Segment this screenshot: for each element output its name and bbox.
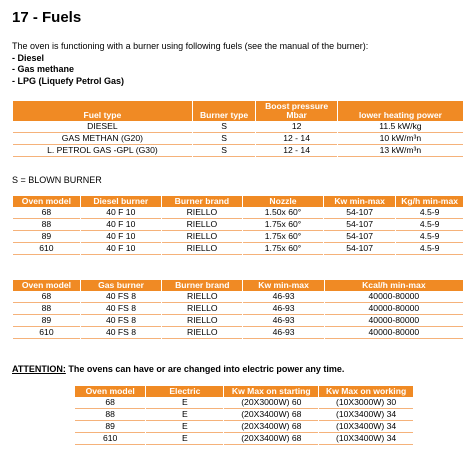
table-cell: 11.5 kW/kg	[338, 121, 463, 133]
blown-burner-note: S = BLOWN BURNER	[12, 175, 102, 185]
table-cell: RIELLO	[162, 219, 242, 231]
table-header-row	[13, 280, 463, 291]
table-cell: 12 - 14	[256, 145, 336, 157]
table-cell: (20X3400W) 68	[224, 433, 318, 445]
table-cell: (10X3400W) 34	[319, 433, 413, 445]
table-cell: 4.5-9	[396, 207, 463, 219]
table-cell: RIELLO	[162, 291, 242, 303]
col-oven-model: Oven model	[13, 196, 80, 207]
table-cell: 12	[256, 121, 336, 133]
table-row	[13, 133, 463, 145]
table-cell: 40000-80000	[325, 303, 463, 315]
table-cell: S	[193, 133, 256, 145]
table-cell: S	[193, 121, 256, 133]
intro-line: The oven is functioning with a burner using following fuels (see the manual of the burner):	[12, 41, 369, 51]
table-cell: 4.5-9	[396, 243, 463, 255]
table-cell: 89	[75, 421, 145, 433]
table-cell: 40 FS 8	[81, 303, 161, 315]
table-cell: L. PETROL GAS -GPL (G30)	[13, 145, 192, 157]
table-cell: 54-107	[324, 219, 395, 231]
table-cell: 46-93	[243, 315, 323, 327]
table-row	[13, 121, 463, 133]
table-cell: 46-93	[243, 291, 323, 303]
col-kw-starting: Kw Max on starting	[224, 386, 318, 397]
table-cell: RIELLO	[162, 303, 242, 315]
col-nozzle: Nozzle	[243, 196, 323, 207]
table-cell: 40 FS 8	[81, 327, 161, 339]
fuel-type-table	[12, 101, 464, 157]
table-cell: (20X3400W) 68	[224, 409, 318, 421]
table-header-row	[75, 386, 413, 397]
table-cell: 88	[13, 303, 80, 315]
col-burner-brand: Burner brand	[162, 280, 242, 291]
col-boost-pressure: Boost pressure Mbar	[256, 101, 336, 121]
table-cell: 54-107	[324, 243, 395, 255]
table-cell: 1.50x 60°	[243, 207, 323, 219]
table-cell: 40 F 10	[81, 243, 161, 255]
table-row	[13, 303, 463, 315]
col-fuel-type: Fuel type	[13, 101, 192, 121]
table-row	[13, 145, 463, 157]
table-cell: RIELLO	[162, 327, 242, 339]
table-cell: 1.75x 60°	[243, 231, 323, 243]
table-cell: DIESEL	[13, 121, 192, 133]
table-cell: S	[193, 145, 256, 157]
table-row	[75, 421, 413, 433]
table-cell: 40 FS 8	[81, 315, 161, 327]
table-cell: RIELLO	[162, 315, 242, 327]
attention-note	[12, 364, 344, 374]
table-cell: 68	[13, 207, 80, 219]
fuel-item-gas-methane: - Gas methane	[12, 64, 75, 74]
table-row	[75, 433, 413, 445]
col-burner-type: Burner type	[193, 101, 256, 121]
table-cell: RIELLO	[162, 231, 242, 243]
table-cell: 40 F 10	[81, 231, 161, 243]
table-header-row	[13, 196, 463, 207]
table-row	[13, 231, 463, 243]
table-cell: E	[146, 397, 223, 409]
table-row	[13, 243, 463, 255]
table-cell: 13 kW/m³n	[338, 145, 463, 157]
table-cell: 40000-80000	[325, 327, 463, 339]
table-cell: 40 F 10	[81, 219, 161, 231]
table-cell: 610	[13, 243, 80, 255]
table-row	[75, 397, 413, 409]
table-cell: 610	[75, 433, 145, 445]
col-kgh: Kg/h min-max	[396, 196, 463, 207]
table-cell: E	[146, 433, 223, 445]
table-row	[13, 207, 463, 219]
table-cell: (20X3400W) 68	[224, 421, 318, 433]
gas-burner-table	[12, 280, 464, 339]
intro-text	[12, 41, 368, 87]
col-kw-working: Kw Max on working	[319, 386, 413, 397]
col-kw: Kw min-max	[324, 196, 395, 207]
table-cell: 88	[75, 409, 145, 421]
table-cell: E	[146, 421, 223, 433]
table-header-row	[13, 101, 463, 121]
table-cell: 1.75x 60°	[243, 243, 323, 255]
table-cell: E	[146, 409, 223, 421]
col-oven-model: Oven model	[75, 386, 145, 397]
col-diesel-burner: Diesel burner	[81, 196, 161, 207]
attention-text: The ovens can have or are changed into electric power any time.	[68, 364, 345, 374]
col-kcalh: Kcal/h min-max	[325, 280, 463, 291]
table-cell: 4.5-9	[396, 231, 463, 243]
table-cell: 40000-80000	[325, 291, 463, 303]
fuel-item-lpg: - LPG (Liquefy Petrol Gas)	[12, 75, 125, 86]
table-cell: 68	[13, 291, 80, 303]
table-cell: 89	[13, 231, 80, 243]
section-title: 17 - Fuels	[12, 9, 82, 26]
table-cell: 68	[75, 397, 145, 409]
col-electric: Electric	[146, 386, 223, 397]
table-cell: 46-93	[243, 303, 323, 315]
electric-table	[74, 386, 414, 445]
table-cell: RIELLO	[162, 207, 242, 219]
table-cell: RIELLO	[162, 243, 242, 255]
table-cell: 40 F 10	[81, 207, 161, 219]
col-oven-model: Oven model	[13, 280, 80, 291]
col-kw: Kw min-max	[243, 280, 323, 291]
table-cell: (10X3400W) 34	[319, 409, 413, 421]
table-row	[13, 291, 463, 303]
table-cell: 40000-80000	[325, 315, 463, 327]
table-row	[13, 327, 463, 339]
col-gas-burner: Gas burner	[81, 280, 161, 291]
table-cell: 610	[13, 327, 80, 339]
table-cell: 46-93	[243, 327, 323, 339]
attention-label: ATTENTION:	[12, 364, 66, 374]
col-burner-brand: Burner brand	[162, 196, 242, 207]
col-heating-power: lower heating power	[338, 101, 463, 121]
table-cell: 1.75x 60°	[243, 219, 323, 231]
table-cell: 88	[13, 219, 80, 231]
table-cell: 4.5-9	[396, 219, 463, 231]
table-cell: GAS METHAN (G20)	[13, 133, 192, 145]
table-cell: 10 kW/m³n	[338, 133, 463, 145]
table-cell: 40 FS 8	[81, 291, 161, 303]
table-cell: 54-107	[324, 231, 395, 243]
table-cell: 89	[13, 315, 80, 327]
table-row	[75, 409, 413, 421]
table-cell: (10X3000W) 30	[319, 397, 413, 409]
table-cell: 54-107	[324, 207, 395, 219]
table-row	[13, 315, 463, 327]
table-cell: 12 - 14	[256, 133, 336, 145]
table-cell: (10X3400W) 34	[319, 421, 413, 433]
table-row	[13, 219, 463, 231]
table-cell: (20X3000W) 60	[224, 397, 318, 409]
diesel-burner-table	[12, 196, 464, 255]
fuel-item-diesel: - Diesel	[12, 52, 45, 63]
